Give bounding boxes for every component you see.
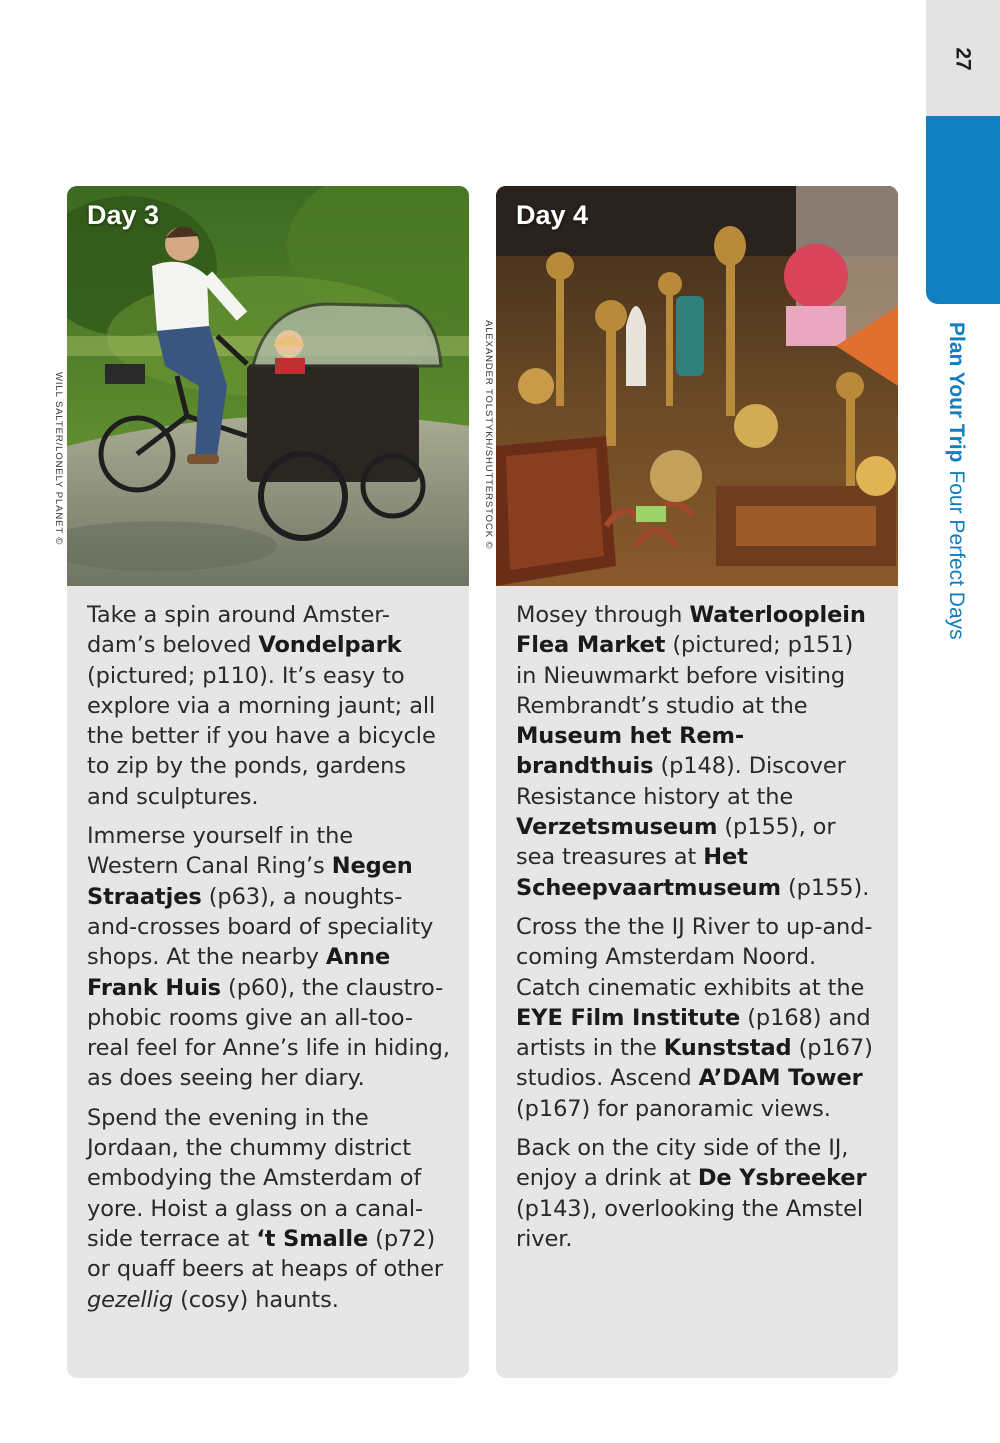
flea-market-photo xyxy=(496,186,898,586)
day-label: Day 4 xyxy=(516,200,589,230)
day-card-4 xyxy=(496,186,898,1378)
paragraph: Immerse yourself in the Western Canal Ring’s Negen Straatjes (p63), a noughts-and-crosses board of speciality shops. At the nearby Anne Frank Huis (p60), the claustro-phobic rooms give an all-too-real feel for Anne’s life in hiding, as does seeing her diary. xyxy=(87,823,450,1092)
place-name: ‘t Smalle xyxy=(256,1225,369,1252)
day-card-3 xyxy=(67,186,469,1378)
paragraph: Cross the the IJ River to up-and-coming Amsterdam Noord. Catch cinematic exhibits at the EYE Film Institute (p168) and artists in the Kunststad (p167) studios. Ascend A’DAM Tower (p167) for panoramic views. xyxy=(516,913,873,1122)
day-label: Day 3 xyxy=(87,200,160,230)
place-name: Museum het Rem-brandthuis xyxy=(516,723,745,780)
paragraph: Back on the city side of the IJ, enjoy a drink at De Ysbreeker (p143), overlooking the Amstel river. xyxy=(516,1135,867,1252)
paragraph: Mosey through Waterlooplein Flea Market (pictured; p151) in Nieuwmarkt before visiting Rembrandt’s studio at the Museum het Rem-brandthuis (p148). Discover Resistance history at the Verzetsmuseum (p155), or sea treasures at Het Scheepvaartmuseum (p155). xyxy=(516,602,870,901)
place-name: Verzetsmuseum xyxy=(516,814,718,841)
running-header xyxy=(928,322,980,712)
place-name: EYE Film Institute xyxy=(516,1004,741,1031)
section-color-tab xyxy=(926,116,1000,304)
place-name: Kunststad xyxy=(663,1035,792,1062)
chapter-title: Four Perfect Days xyxy=(945,470,968,640)
place-name: De Ysbreeker xyxy=(697,1165,867,1192)
place-name: Vondelpark xyxy=(258,632,402,659)
paragraph: Take a spin around Amster-dam’s beloved Vondelpark (pictured; p110). It’s easy to explore via a morning jaunt; all the better if you have a bicycle to zip by the ponds, gardens and sculptures. xyxy=(87,602,436,810)
place-name: A’DAM Tower xyxy=(698,1065,863,1092)
day-4-itinerary xyxy=(496,586,898,1254)
italic-term: gezellig xyxy=(87,1286,174,1313)
page-number: 27 xyxy=(951,47,975,71)
photo-credit-day4: ALEXANDER TOLSTYKH/SHUTTERSTOCK © xyxy=(483,320,494,550)
place-name: Anne Frank Huis xyxy=(87,944,391,1001)
place-name: Het Scheepvaartmuseum xyxy=(516,844,781,901)
day-3-itinerary xyxy=(67,586,469,1315)
paragraph: Spend the evening in the Jordaan, the chummy district embodying the Amsterdam of yore. Hoist a glass on a canal-side terrace at ‘t Smalle (p72) or quaff beers at heaps of other gezellig (cosy) haunts. xyxy=(87,1104,443,1313)
place-name: Waterlooplein Flea Market xyxy=(516,602,866,659)
section-title: Plan Your Trip xyxy=(945,322,968,463)
cargo-bike-photo xyxy=(67,186,469,586)
place-name: Negen Straatjes xyxy=(87,853,413,910)
photo-credit-day3: WILL SALTER/LONELY PLANET © xyxy=(53,372,64,546)
